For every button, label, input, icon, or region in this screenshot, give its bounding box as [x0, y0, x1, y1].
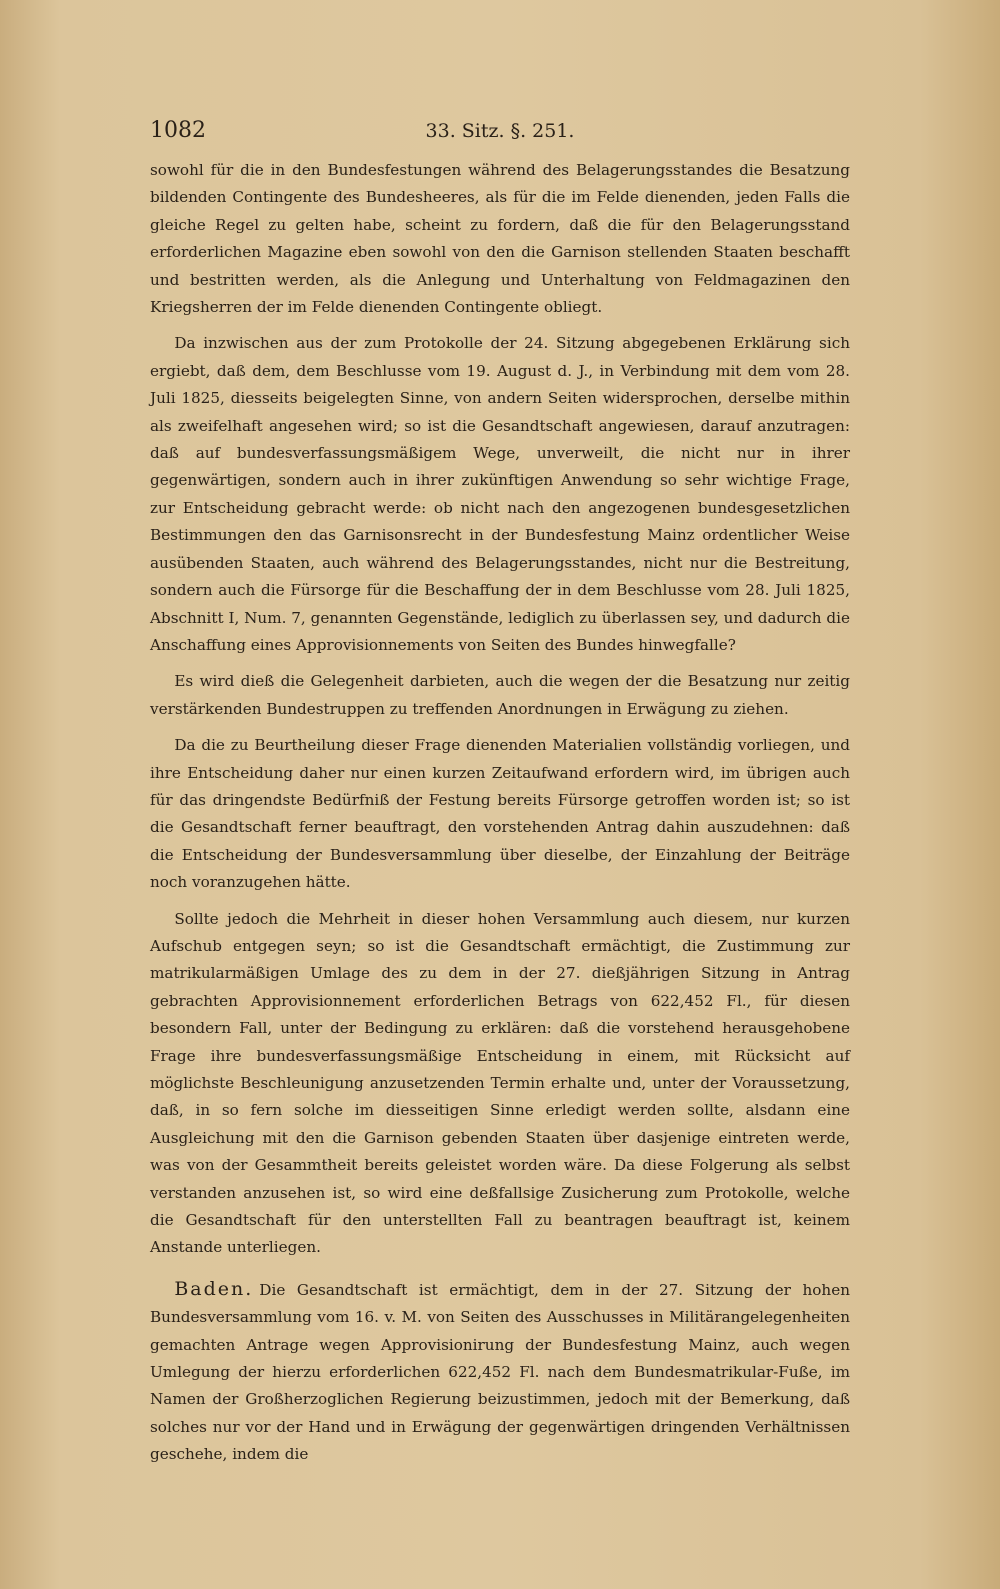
- state-name-baden: Baden.: [174, 1277, 254, 1300]
- paragraph-3: Es wird dieß die Gelegenheit darbieten, auch die wegen der die Besatzung nur zeitig verstärkenden Bundestruppen zu treffenden Anordnungen in Erwägung zu ziehen.: [150, 672, 850, 718]
- running-head: 33. Sitz. §. 251.: [425, 120, 575, 142]
- paragraph-2: Da inzwischen aus der zum Protokolle der 24. Sitzung abgegebenen Erklärung sich ergiebt, daß dem, dem Beschlusse vom 19. August d. J., in Verbindung mit dem vom 28. Juli 1825, diesseits beigelegten Sinne, von andern Seiten widersprochen, derselbe mithin als zweifelhaft angesehen wird; so ist die Gesandtschaft angewiesen, darauf anzutragen: daß auf bundesverfassungsmäßigem Wege, unverweilt, die nicht nur in ihrer gegenwärtigen, sondern auch in ihrer zukünftigen Anwendung so sehr wichtige Frage, zur Entscheidung gebracht werde: ob nicht nach den angezogenen bundesgesetzlichen Bestimmungen den das Garnisonsrecht in der Bundesfestung Mainz ordentlicher Weise ausübenden Staaten, auch während des Belagerungsstandes, nicht nur die Bestreitung, sondern auch die Fürsorge für die Beschaffung der in dem Beschlusse vom 28. Juli 1825, Abschnitt I, Num. 7, genannten Gegenstände, lediglich zu überlassen sey, und dadurch die Anschaffung eines Approvisionnements von Seiten des Bundes hinwegfalle?: [150, 334, 850, 654]
- paragraph-1: sowohl für die in den Bundesfestungen während des Belagerungsstandes die Besatzung bildenden Contingente des Bundesheeres, als für die im Felde dienenden, jeden Falls die gleiche Regel zu gelten habe, scheint zu fordern, daß die für den Belagerungsstand erforderlichen Magazine eben sowohl von den die Garnison stellenden Staaten beschafft und bestritten werden, als die Anlegung und Unterhaltung von Feldmagazinen den Kriegsherren der im Felde dienenden Contingente obliegt.: [150, 161, 850, 317]
- paragraph-baden: [150, 1276, 850, 1469]
- page-header: [150, 118, 850, 148]
- page-number: 1082: [150, 118, 206, 143]
- body-text: [150, 157, 850, 1478]
- paragraph-4: Da die zu Beurtheilung dieser Frage dienenden Materialien vollständig vorliegen, und ihre Entscheidung daher nur einen kurzen Zeitaufwand erfordern wird, im übrigen auch für das dringendste Bedürfniß der Festung bereits Fürsorge getroffen worden ist; so ist die Gesandtschaft ferner beauftragt, den vorstehenden Antrag dahin auszudehnen: daß die Entscheidung der Bundesversammlung über dieselbe, der Einzahlung der Beiträge noch voranzugehen hätte.: [150, 736, 850, 892]
- paragraph-5: Sollte jedoch die Mehrheit in dieser hohen Versammlung auch diesem, nur kurzen Aufschub entgegen seyn; so ist die Gesandtschaft ermächtigt, die Zustimmung zur matrikularmäßigen Umlage des zu dem in der 27. dießjährigen Sitzung in Antrag gebrachten Approvisionnement erforderlichen Betrags von 622,452 Fl., für diesen besondern Fall, unter der Bedingung zu erklären: daß die vorstehend herausgehobene Frage ihre bundesverfassungsmäßige Entscheidung in einem, mit Rücksicht auf möglichste Beschleunigung anzusetzenden Termin erhalte und, unter der Voraussetzung, daß, in so fern solche im diesseitigen Sinne erledigt werden sollte, alsdann eine Ausgleichung mit den die Garnison gebenden Staaten über dasjenige eintreten werde, was von der Gesammtheit bereits geleistet worden wäre. Da diese Folgerung als selbst verstanden anzusehen ist, so wird eine deßfallsige Zusicherung zum Protokolle, welche die Gesandtschaft für den unterstellten Fall zu beantragen beauftragt ist, keinem Anstande unterliegen.: [150, 909, 850, 1257]
- baden-text: Die Gesandtschaft ist ermächtigt, dem in der 27. Sitzung der hohen Bundesversammlung vom 16. v. M. von Seiten des Ausschusses in Militärangelegenheiten gemachten Antrage wegen Approvisionirung der Bundesfestung Mainz, auch wegen Umlegung der hierzu erforderlichen 622,452 Fl. nach dem Bundesmatrikular-Fuße, im Namen der Großherzoglichen Regierung beizustimmen, jedoch mit der Bemerkung, daß solches nur vor der Hand und in Erwägung der gegenwärtigen dringenden Verhältnissen geschehe, indem die: [150, 1280, 850, 1464]
